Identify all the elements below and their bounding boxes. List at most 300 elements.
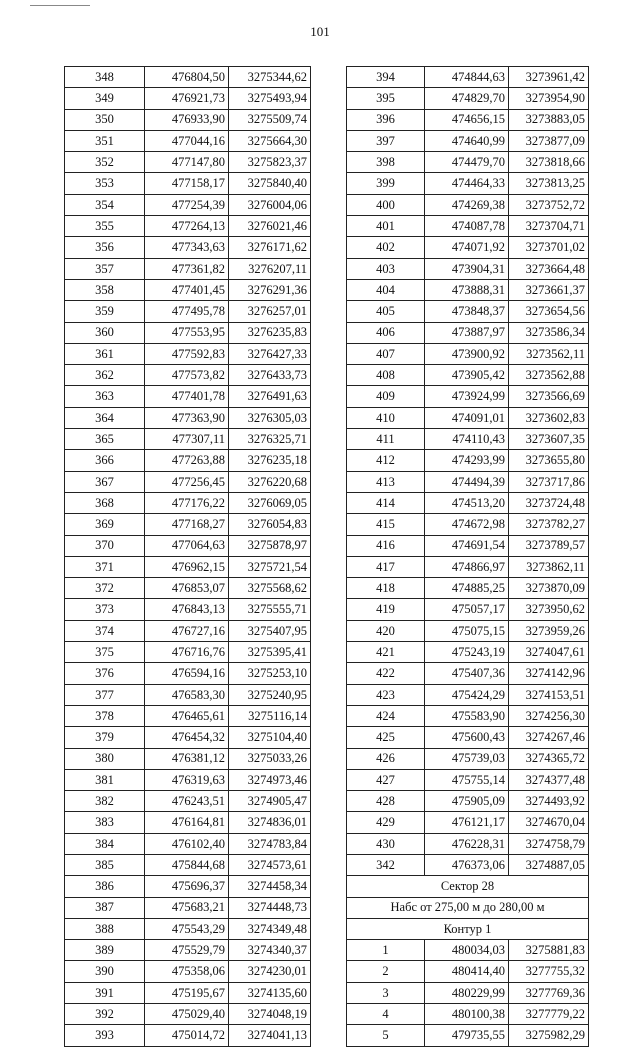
y-coordinate-cell: 3275104,40 <box>229 727 311 748</box>
y-coordinate-cell: 3276054,83 <box>229 514 311 535</box>
y-coordinate-cell: 3273655,80 <box>509 450 589 471</box>
point-number-cell: 379 <box>65 727 145 748</box>
point-number-cell: 426 <box>347 748 425 769</box>
table-row <box>347 407 589 428</box>
table-row <box>65 216 311 237</box>
point-number-cell: 363 <box>65 386 145 407</box>
x-coordinate-cell: 475905,09 <box>425 791 509 812</box>
x-coordinate-cell: 480414,40 <box>425 961 509 982</box>
y-coordinate-cell: 3276069,05 <box>229 492 311 513</box>
point-number-cell: 375 <box>65 642 145 663</box>
table-row <box>65 386 311 407</box>
point-number-cell: 366 <box>65 450 145 471</box>
point-number-cell: 353 <box>65 173 145 194</box>
point-number-cell: 394 <box>347 67 425 88</box>
y-coordinate-cell: 3273954,90 <box>509 88 589 109</box>
y-coordinate-cell: 3276004,06 <box>229 194 311 215</box>
point-number-cell: 355 <box>65 216 145 237</box>
table-row <box>65 748 311 769</box>
y-coordinate-cell: 3274758,79 <box>509 833 589 854</box>
x-coordinate-cell: 475683,21 <box>145 897 229 918</box>
left-table-body <box>65 67 311 1047</box>
table-row <box>347 279 589 300</box>
table-row <box>65 88 311 109</box>
x-coordinate-cell: 475755,14 <box>425 769 509 790</box>
table-row <box>65 1004 311 1025</box>
x-coordinate-cell: 475529,79 <box>145 940 229 961</box>
point-number-cell: 399 <box>347 173 425 194</box>
y-coordinate-cell: 3273959,26 <box>509 620 589 641</box>
table-row <box>347 705 589 726</box>
x-coordinate-cell: 477592,83 <box>145 343 229 364</box>
top-rule <box>30 5 90 6</box>
point-number-cell: 398 <box>347 152 425 173</box>
y-coordinate-cell: 3276171,62 <box>229 237 311 258</box>
y-coordinate-cell: 3276325,71 <box>229 429 311 450</box>
point-number-cell: 411 <box>347 429 425 450</box>
point-number-cell: 393 <box>65 1025 145 1046</box>
table-row <box>347 88 589 109</box>
point-number-cell: 354 <box>65 194 145 215</box>
x-coordinate-cell: 474293,99 <box>425 450 509 471</box>
table-row <box>65 940 311 961</box>
point-number-cell: 367 <box>65 471 145 492</box>
point-number-cell: 342 <box>347 854 425 875</box>
point-number-cell: 391 <box>65 982 145 1003</box>
point-number-cell: 362 <box>65 365 145 386</box>
table-row <box>347 237 589 258</box>
point-number-cell: 416 <box>347 535 425 556</box>
y-coordinate-cell: 3273562,11 <box>509 343 589 364</box>
x-coordinate-cell: 477307,11 <box>145 429 229 450</box>
y-coordinate-cell: 3274377,48 <box>509 769 589 790</box>
table-row <box>65 620 311 641</box>
x-coordinate-cell: 477363,90 <box>145 407 229 428</box>
point-number-cell: 4 <box>347 1004 425 1025</box>
x-coordinate-cell: 475195,67 <box>145 982 229 1003</box>
y-coordinate-cell: 3276305,03 <box>229 407 311 428</box>
table-row <box>65 812 311 833</box>
point-number-cell: 387 <box>65 897 145 918</box>
x-coordinate-cell: 473900,92 <box>425 343 509 364</box>
y-coordinate-cell: 3275664,30 <box>229 130 311 151</box>
table-row <box>347 620 589 641</box>
x-coordinate-cell: 476933,90 <box>145 109 229 130</box>
table-row <box>65 450 311 471</box>
sector-title-row <box>347 876 589 897</box>
point-number-cell: 374 <box>65 620 145 641</box>
contour-title: Контур 1 <box>347 918 589 939</box>
point-number-cell: 410 <box>347 407 425 428</box>
table-row <box>65 556 311 577</box>
table-row <box>347 343 589 364</box>
y-coordinate-cell: 3274142,96 <box>509 663 589 684</box>
point-number-cell: 377 <box>65 684 145 705</box>
point-number-cell: 390 <box>65 961 145 982</box>
y-coordinate-cell: 3273701,02 <box>509 237 589 258</box>
point-number-cell: 428 <box>347 791 425 812</box>
x-coordinate-cell: 474110,43 <box>425 429 509 450</box>
x-coordinate-cell: 473904,31 <box>425 258 509 279</box>
point-number-cell: 378 <box>65 705 145 726</box>
x-coordinate-cell: 475696,37 <box>145 876 229 897</box>
x-coordinate-cell: 477254,39 <box>145 194 229 215</box>
x-coordinate-cell: 474091,01 <box>425 407 509 428</box>
point-number-cell: 420 <box>347 620 425 641</box>
y-coordinate-cell: 3274267,46 <box>509 727 589 748</box>
y-coordinate-cell: 3274887,05 <box>509 854 589 875</box>
y-coordinate-cell: 3273586,34 <box>509 322 589 343</box>
table-row <box>65 471 311 492</box>
point-number-cell: 430 <box>347 833 425 854</box>
y-coordinate-cell: 3276257,01 <box>229 301 311 322</box>
table-row <box>347 578 589 599</box>
point-number-cell: 352 <box>65 152 145 173</box>
x-coordinate-cell: 474691,54 <box>425 535 509 556</box>
y-coordinate-cell: 3275240,95 <box>229 684 311 705</box>
x-coordinate-cell: 474656,15 <box>425 109 509 130</box>
table-row <box>65 1025 311 1046</box>
x-coordinate-cell: 473905,42 <box>425 365 509 386</box>
point-number-cell: 359 <box>65 301 145 322</box>
point-number-cell: 368 <box>65 492 145 513</box>
table-row <box>347 492 589 513</box>
y-coordinate-cell: 3274783,84 <box>229 833 311 854</box>
point-number-cell: 415 <box>347 514 425 535</box>
table-row <box>65 876 311 897</box>
table-row <box>347 386 589 407</box>
point-number-cell: 373 <box>65 599 145 620</box>
y-coordinate-cell: 3273818,66 <box>509 152 589 173</box>
x-coordinate-cell: 477263,88 <box>145 450 229 471</box>
x-coordinate-cell: 476962,15 <box>145 556 229 577</box>
point-number-cell: 350 <box>65 109 145 130</box>
y-coordinate-cell: 3276427,33 <box>229 343 311 364</box>
y-coordinate-cell: 3276235,18 <box>229 450 311 471</box>
x-coordinate-cell: 475029,40 <box>145 1004 229 1025</box>
y-coordinate-cell: 3274493,92 <box>509 791 589 812</box>
y-coordinate-cell: 3274670,04 <box>509 812 589 833</box>
y-coordinate-cell: 3273717,86 <box>509 471 589 492</box>
y-coordinate-cell: 3273950,62 <box>509 599 589 620</box>
y-coordinate-cell: 3273607,35 <box>509 429 589 450</box>
table-row <box>65 833 311 854</box>
x-coordinate-cell: 480034,03 <box>425 940 509 961</box>
y-coordinate-cell: 3274340,37 <box>229 940 311 961</box>
point-number-cell: 400 <box>347 194 425 215</box>
table-row <box>65 109 311 130</box>
right-coordinates-table <box>346 66 589 1047</box>
x-coordinate-cell: 477401,45 <box>145 279 229 300</box>
table-row <box>65 237 311 258</box>
point-number-cell: 384 <box>65 833 145 854</box>
y-coordinate-cell: 3277769,36 <box>509 982 589 1003</box>
x-coordinate-cell: 476164,81 <box>145 812 229 833</box>
x-coordinate-cell: 475583,90 <box>425 705 509 726</box>
x-coordinate-cell: 476381,12 <box>145 748 229 769</box>
x-coordinate-cell: 476843,13 <box>145 599 229 620</box>
x-coordinate-cell: 477256,45 <box>145 471 229 492</box>
table-row <box>347 194 589 215</box>
point-number-cell: 3 <box>347 982 425 1003</box>
x-coordinate-cell: 477573,82 <box>145 365 229 386</box>
x-coordinate-cell: 475014,72 <box>145 1025 229 1046</box>
x-coordinate-cell: 477264,13 <box>145 216 229 237</box>
point-number-cell: 429 <box>347 812 425 833</box>
x-coordinate-cell: 479735,55 <box>425 1025 509 1046</box>
y-coordinate-cell: 3273883,05 <box>509 109 589 130</box>
table-row <box>65 684 311 705</box>
table-row <box>65 705 311 726</box>
x-coordinate-cell: 476716,76 <box>145 642 229 663</box>
x-coordinate-cell: 474885,25 <box>425 578 509 599</box>
x-coordinate-cell: 476804,50 <box>145 67 229 88</box>
table-row <box>65 429 311 450</box>
y-coordinate-cell: 3273661,37 <box>509 279 589 300</box>
table-row <box>65 961 311 982</box>
point-number-cell: 351 <box>65 130 145 151</box>
left-coordinates-table <box>64 66 311 1047</box>
x-coordinate-cell: 476373,06 <box>425 854 509 875</box>
y-coordinate-cell: 3274365,72 <box>509 748 589 769</box>
x-coordinate-cell: 474494,39 <box>425 471 509 492</box>
y-coordinate-cell: 3275881,83 <box>509 940 589 961</box>
point-number-cell: 423 <box>347 684 425 705</box>
point-number-cell: 357 <box>65 258 145 279</box>
x-coordinate-cell: 476594,16 <box>145 663 229 684</box>
x-coordinate-cell: 473848,37 <box>425 301 509 322</box>
y-coordinate-cell: 3274230,01 <box>229 961 311 982</box>
x-coordinate-cell: 477176,22 <box>145 492 229 513</box>
y-coordinate-cell: 3273789,57 <box>509 535 589 556</box>
y-coordinate-cell: 3274047,61 <box>509 642 589 663</box>
point-number-cell: 1 <box>347 940 425 961</box>
table-row <box>347 535 589 556</box>
table-row <box>347 791 589 812</box>
table-row <box>347 812 589 833</box>
table-row <box>347 833 589 854</box>
point-number-cell: 365 <box>65 429 145 450</box>
point-number-cell: 407 <box>347 343 425 364</box>
point-number-cell: 388 <box>65 918 145 939</box>
y-coordinate-cell: 3275568,62 <box>229 578 311 599</box>
x-coordinate-cell: 476727,16 <box>145 620 229 641</box>
x-coordinate-cell: 475243,19 <box>425 642 509 663</box>
table-row <box>347 365 589 386</box>
y-coordinate-cell: 3276207,11 <box>229 258 311 279</box>
x-coordinate-cell: 475543,29 <box>145 918 229 939</box>
point-number-cell: 383 <box>65 812 145 833</box>
point-number-cell: 5 <box>347 1025 425 1046</box>
point-number-cell: 381 <box>65 769 145 790</box>
point-number-cell: 2 <box>347 961 425 982</box>
table-row <box>347 556 589 577</box>
y-coordinate-cell: 3277779,22 <box>509 1004 589 1025</box>
y-coordinate-cell: 3274349,48 <box>229 918 311 939</box>
point-number-cell: 380 <box>65 748 145 769</box>
x-coordinate-cell: 476319,63 <box>145 769 229 790</box>
x-coordinate-cell: 480100,38 <box>425 1004 509 1025</box>
table-row <box>65 279 311 300</box>
y-coordinate-cell: 3275493,94 <box>229 88 311 109</box>
y-coordinate-cell: 3273813,25 <box>509 173 589 194</box>
y-coordinate-cell: 3274041,13 <box>229 1025 311 1046</box>
x-coordinate-cell: 480229,99 <box>425 982 509 1003</box>
y-coordinate-cell: 3273862,11 <box>509 556 589 577</box>
table-row <box>347 727 589 748</box>
x-coordinate-cell: 475075,15 <box>425 620 509 641</box>
table-row <box>65 258 311 279</box>
x-coordinate-cell: 474087,78 <box>425 216 509 237</box>
y-coordinate-cell: 3275033,26 <box>229 748 311 769</box>
point-number-cell: 417 <box>347 556 425 577</box>
table-row <box>347 109 589 130</box>
y-coordinate-cell: 3274973,46 <box>229 769 311 790</box>
y-coordinate-cell: 3275509,74 <box>229 109 311 130</box>
x-coordinate-cell: 474513,20 <box>425 492 509 513</box>
point-number-cell: 382 <box>65 791 145 812</box>
x-coordinate-cell: 477343,63 <box>145 237 229 258</box>
table-row <box>65 407 311 428</box>
point-number-cell: 397 <box>347 130 425 151</box>
point-number-cell: 372 <box>65 578 145 599</box>
x-coordinate-cell: 475600,43 <box>425 727 509 748</box>
point-number-cell: 360 <box>65 322 145 343</box>
point-number-cell: 413 <box>347 471 425 492</box>
table-row <box>65 897 311 918</box>
point-number-cell: 408 <box>347 365 425 386</box>
point-number-cell: 395 <box>347 88 425 109</box>
x-coordinate-cell: 473888,31 <box>425 279 509 300</box>
y-coordinate-cell: 3273877,09 <box>509 130 589 151</box>
y-coordinate-cell: 3274153,51 <box>509 684 589 705</box>
table-row <box>65 791 311 812</box>
table-row <box>65 535 311 556</box>
point-number-cell: 402 <box>347 237 425 258</box>
table-row <box>347 301 589 322</box>
table-row <box>347 982 589 1003</box>
table-row <box>347 471 589 492</box>
x-coordinate-cell: 477158,17 <box>145 173 229 194</box>
point-number-cell: 348 <box>65 67 145 88</box>
y-coordinate-cell: 3275344,62 <box>229 67 311 88</box>
table-row <box>65 642 311 663</box>
x-coordinate-cell: 477064,63 <box>145 535 229 556</box>
x-coordinate-cell: 474071,92 <box>425 237 509 258</box>
table-row <box>347 684 589 705</box>
y-coordinate-cell: 3273870,09 <box>509 578 589 599</box>
y-coordinate-cell: 3276433,73 <box>229 365 311 386</box>
x-coordinate-cell: 474866,97 <box>425 556 509 577</box>
y-coordinate-cell: 3275253,10 <box>229 663 311 684</box>
x-coordinate-cell: 475844,68 <box>145 854 229 875</box>
y-coordinate-cell: 3275982,29 <box>509 1025 589 1046</box>
point-number-cell: 409 <box>347 386 425 407</box>
x-coordinate-cell: 476454,32 <box>145 727 229 748</box>
table-row <box>65 918 311 939</box>
point-number-cell: 404 <box>347 279 425 300</box>
y-coordinate-cell: 3273566,69 <box>509 386 589 407</box>
point-number-cell: 392 <box>65 1004 145 1025</box>
x-coordinate-cell: 474269,38 <box>425 194 509 215</box>
y-coordinate-cell: 3275407,95 <box>229 620 311 641</box>
table-row <box>347 429 589 450</box>
point-number-cell: 361 <box>65 343 145 364</box>
table-row <box>347 854 589 875</box>
y-coordinate-cell: 3273654,56 <box>509 301 589 322</box>
x-coordinate-cell: 476102,40 <box>145 833 229 854</box>
x-coordinate-cell: 476921,73 <box>145 88 229 109</box>
x-coordinate-cell: 476583,30 <box>145 684 229 705</box>
y-coordinate-cell: 3275555,71 <box>229 599 311 620</box>
x-coordinate-cell: 475358,06 <box>145 961 229 982</box>
point-number-cell: 425 <box>347 727 425 748</box>
x-coordinate-cell: 475407,36 <box>425 663 509 684</box>
y-coordinate-cell: 3276291,36 <box>229 279 311 300</box>
sector-title: Сектор 28 <box>347 876 589 897</box>
sector-height-range: Набс от 275,00 м до 280,00 м <box>347 897 589 918</box>
x-coordinate-cell: 474672,98 <box>425 514 509 535</box>
table-row <box>347 940 589 961</box>
table-row <box>347 173 589 194</box>
table-row <box>65 854 311 875</box>
x-coordinate-cell: 475739,03 <box>425 748 509 769</box>
x-coordinate-cell: 477168,27 <box>145 514 229 535</box>
point-number-cell: 405 <box>347 301 425 322</box>
y-coordinate-cell: 3277755,32 <box>509 961 589 982</box>
point-number-cell: 386 <box>65 876 145 897</box>
y-coordinate-cell: 3275823,37 <box>229 152 311 173</box>
table-row <box>347 152 589 173</box>
x-coordinate-cell: 476465,61 <box>145 705 229 726</box>
table-row <box>65 982 311 1003</box>
x-coordinate-cell: 474479,70 <box>425 152 509 173</box>
table-row <box>347 450 589 471</box>
x-coordinate-cell: 476228,31 <box>425 833 509 854</box>
point-number-cell: 422 <box>347 663 425 684</box>
table-row <box>65 173 311 194</box>
x-coordinate-cell: 474464,33 <box>425 173 509 194</box>
point-number-cell: 389 <box>65 940 145 961</box>
table-row <box>65 663 311 684</box>
point-number-cell: 403 <box>347 258 425 279</box>
y-coordinate-cell: 3275840,40 <box>229 173 311 194</box>
y-coordinate-cell: 3276491,63 <box>229 386 311 407</box>
x-coordinate-cell: 476853,07 <box>145 578 229 599</box>
point-number-cell: 418 <box>347 578 425 599</box>
table-row <box>347 258 589 279</box>
y-coordinate-cell: 3276021,46 <box>229 216 311 237</box>
y-coordinate-cell: 3274905,47 <box>229 791 311 812</box>
table-row <box>347 1004 589 1025</box>
table-row <box>347 642 589 663</box>
point-number-cell: 427 <box>347 769 425 790</box>
table-row <box>65 152 311 173</box>
point-number-cell: 421 <box>347 642 425 663</box>
x-coordinate-cell: 474844,63 <box>425 67 509 88</box>
x-coordinate-cell: 477553,95 <box>145 322 229 343</box>
table-row <box>65 130 311 151</box>
table-row <box>65 301 311 322</box>
y-coordinate-cell: 3275395,41 <box>229 642 311 663</box>
table-row <box>347 322 589 343</box>
table-row <box>347 663 589 684</box>
right-table-body <box>347 67 589 1047</box>
point-number-cell: 358 <box>65 279 145 300</box>
y-coordinate-cell: 3273562,88 <box>509 365 589 386</box>
x-coordinate-cell: 474829,70 <box>425 88 509 109</box>
table-row <box>347 961 589 982</box>
